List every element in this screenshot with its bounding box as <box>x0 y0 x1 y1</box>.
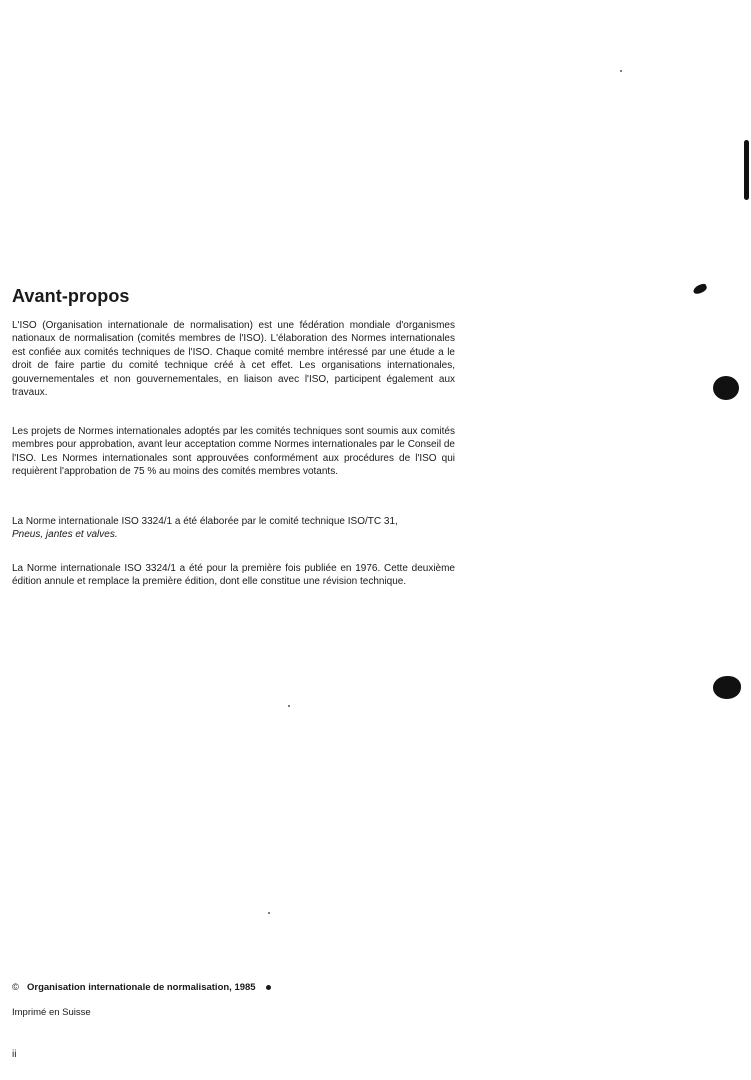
paragraph-approval: Les projets de Normes internationales adoptés par les comités techniques sont soumis aux comités membres pour approbation, avant leur acceptation comme Normes internationales par le Conseil de l'ISO. Les Normes internationales sont approuvées conformément aux procédures de l'ISO qui requièrent l'approbation de 75 % au moins des comités membres votants. <box>12 426 455 478</box>
punch-hole-mark <box>713 376 739 400</box>
ink-smudge-mark <box>692 283 708 295</box>
bullet-dot-icon <box>266 985 271 990</box>
punch-hole-mark <box>713 676 741 699</box>
page-number: ii <box>12 1049 17 1060</box>
dust-speck <box>288 705 290 707</box>
dust-speck <box>620 70 622 72</box>
committee-text: La Norme internationale ISO 3324/1 a été élaborée par le comité technique ISO/TC 31, <box>12 516 398 527</box>
printed-in: Imprimé en Suisse <box>12 1007 91 1018</box>
copyright-line <box>12 982 271 993</box>
paragraph-iso-intro: L'ISO (Organisation internationale de normalisation) est une fédération mondiale d'organismes nationaux de normalisation (comités membres de l'ISO). L'élaboration des Normes internationales est confiée aux comités techniques de l'ISO. Chaque comité membre intéressé par une étude a le droit de faire partie du comité technique créé à cet effet. Les organisations internationales, gouvernementales et non gouvernementales, en liaison avec l'ISO, participent également aux travaux. <box>12 320 455 399</box>
edge-shadow-mark <box>744 140 749 200</box>
copyright-text: Organisation internationale de normalisation, 1985 <box>27 982 256 993</box>
paragraph-committee <box>12 515 455 542</box>
committee-title: Pneus, jantes et valves. <box>12 529 118 541</box>
dust-speck <box>268 912 270 914</box>
paragraph-edition: La Norme internationale ISO 3324/1 a été pour la première fois publiée en 1976. Cette deuxième édition annule et remplace la première édition, dont elle constitue une révision technique. <box>12 563 455 588</box>
page-title: Avant-propos <box>12 286 130 306</box>
copyright-symbol: © <box>12 982 19 993</box>
